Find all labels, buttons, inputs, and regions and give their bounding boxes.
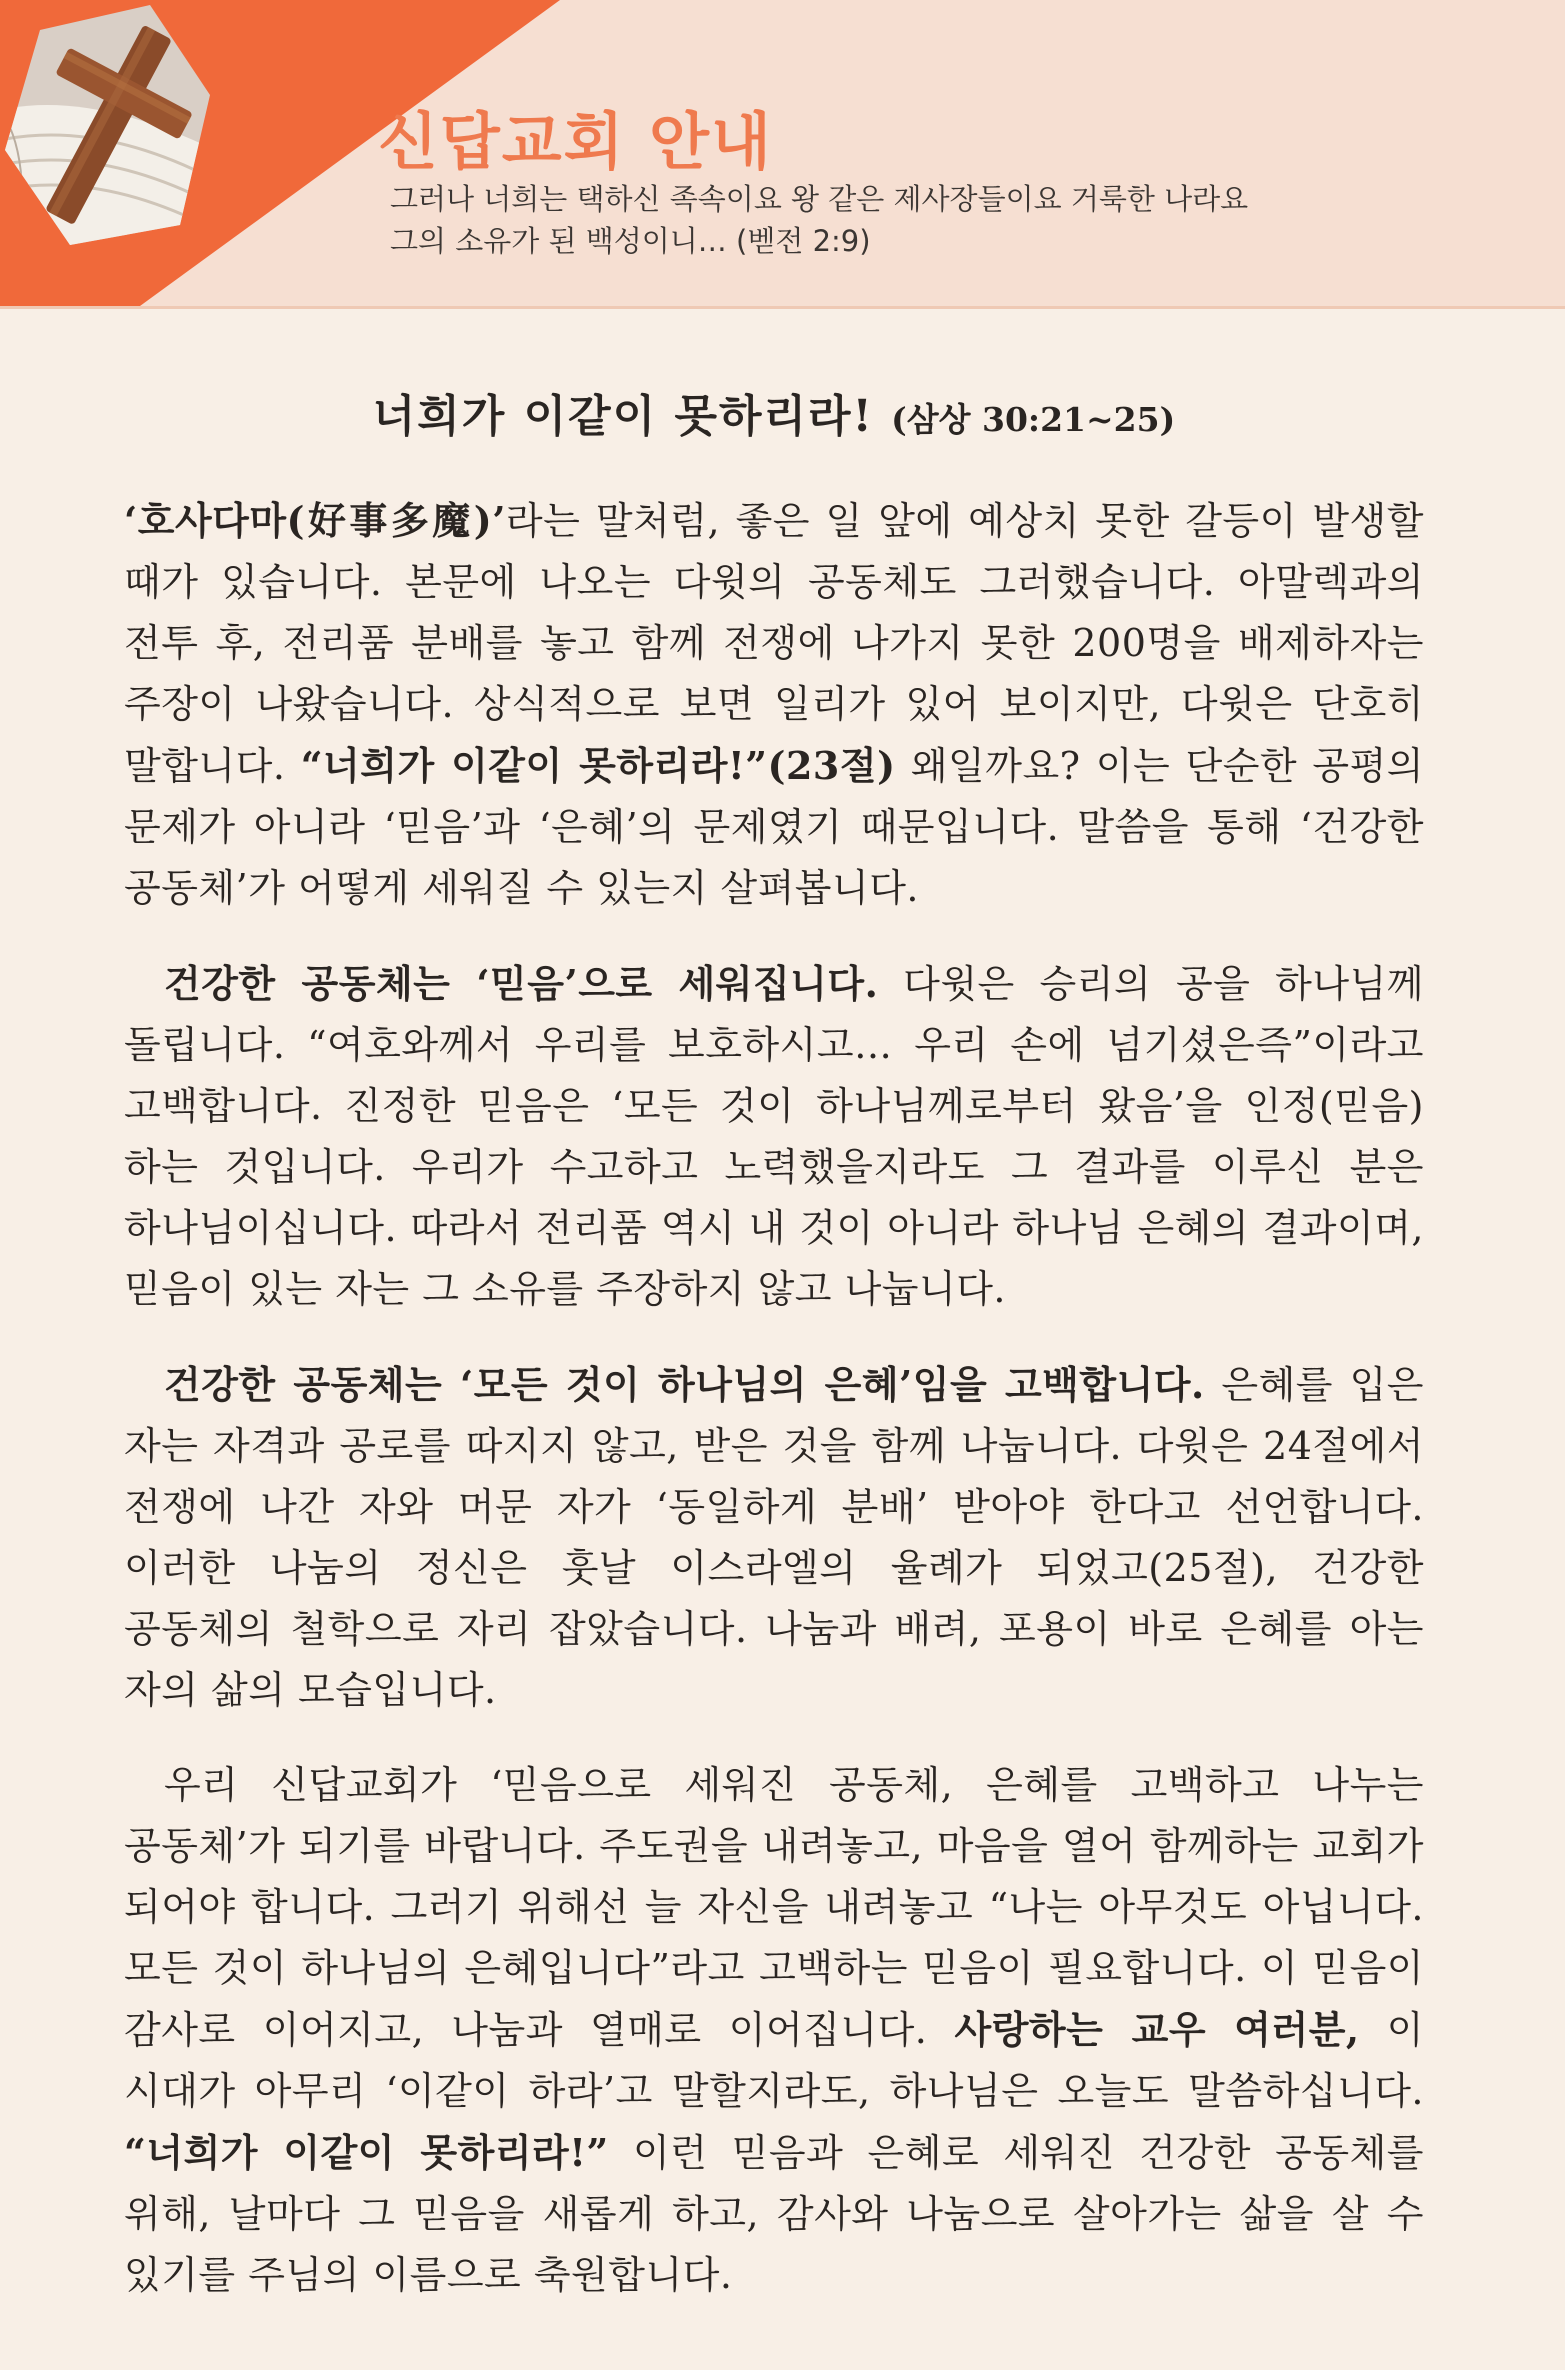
p2-bold: 건강한 공동체는 ‘믿음’으로 세워집니다.	[164, 961, 879, 1006]
header-verse	[390, 178, 1248, 262]
verse-line-2: 그의 소유가 된 백성이니… (벧전 2:9)	[390, 224, 871, 258]
p2-text: 다윗은 승리의 공을 하나님께 돌립니다. “여호와께서 우리를 보호하시고… 우리 손에 넘기셨은즉”이라고 고백합니다. 진정한 믿음은 ‘모든 것이 하나님께로부터 왔음’을 인정(믿음)하는 것입니다. 우리가 수고하고 노력했을지라도 그 결과를 이루신 분은 하나님이십니다. 따라서 전리품 역시 내 것이 아니라 하나님 은혜의 결과이며, 믿음이 있는 자는 그 소유를 주장하지 않고 나눕니다.	[124, 962, 1424, 1311]
p1-text-2: 왜일까요? 이는 단순한 공평의 문제가 아니라 ‘믿음’과 ‘은혜’의 문제였기 때문입니다. 말씀을 통해 ‘건강한 공동체’가 어떻게 세워질 수 있는지 살펴봅니다.	[124, 744, 1425, 910]
paragraph-4	[124, 1755, 1424, 2306]
sermon-title	[124, 380, 1424, 444]
p4-bold-1: 사랑하는 교우 여러분,	[954, 2007, 1360, 2052]
p3-text: 은혜를 입은 자는 자격과 공로를 따지지 않고, 받은 것을 함께 나눕니다. 다윗은 24절에서 전쟁에 나간 자와 머문 자가 ‘동일하게 분배’ 받아야 한다고 선언합니다. 이러한 나눔의 정신은 훗날 이스라엘의 율례가 되었고(25절), 건강한 공동체의 철학으로 자리 잡았습니다. 나눔과 배려, 포용이 바로 은혜를 아는 자의 삶의 모습입니다.	[124, 1363, 1425, 1712]
p4-text-1: 우리 신답교회가 ‘믿음으로 세워진 공동체, 은혜를 고백하고 나누는 공동체’가 되기를 바랍니다. 주도권을 내려놓고, 마음을 열어 함께하는 교회가 되어야 합니다. 그러기 위해선 늘 자신을 내려놓고 “나는 아무것도 아닙니다. 모든 것이 하나님의 은혜입니다”라고 고백하는 믿음이 필요합니다. 이 믿음이 감사로 이어지고, 나눔과 열매로 이어집니다.	[124, 1763, 1424, 2052]
p4-text-3: 이런 믿음과 은혜로 세워진 건강한 공동체를 위해, 날마다 그 믿음을 새롭게 하고, 감사와 나눔으로 살아가는 삶을 살 수 있기를 주님의 이름으로 축원합니다.	[124, 2131, 1424, 2297]
paragraph-2	[124, 953, 1424, 1320]
header-banner	[0, 0, 1565, 309]
paragraph-3	[124, 1354, 1424, 1721]
page-title: 신답교회 안내	[378, 105, 773, 178]
p1-text-1: 라는 말처럼, 좋은 일 앞에 예상치 못한 갈등이 발생할 때가 있습니다. 본문에 나오는 다윗의 공동체도 그러했습니다. 아말렉과의 전투 후, 전리품 분배를 놓고 함께 전쟁에 나가지 못한 200명을 배제하자는 주장이 나왔습니다. 상식적으로 보면 일리가 있어 보이지만, 다윗은 단호히 말합니다.	[124, 499, 1424, 788]
scripture-reference: (삼상 30:21~25)	[891, 400, 1176, 439]
p4-text-2: 이 시대가 아무리 ‘이같이 하라’고 말할지라도, 하나님은 오늘도 말씀하십니다.	[124, 2008, 1425, 2113]
bible-cross-image	[0, 0, 215, 250]
p1-bold-2: “너희가 이같이 못하리라!”(23절)	[300, 743, 896, 788]
verse-line-1: 그러나 너희는 택하신 족속이요 왕 같은 제사장들이요 거룩한 나라요	[390, 182, 1249, 216]
sermon-content	[124, 380, 1424, 2340]
p1-bold-1: ‘호사다마(好事多魔)’	[124, 498, 506, 543]
sermon-title-text: 너희가 이같이 못하리라!	[372, 391, 874, 442]
p4-bold-2: “너희가 이같이 못하리라!”	[124, 2130, 609, 2175]
paragraph-1	[124, 490, 1424, 919]
p3-bold: 건강한 공동체는 ‘모든 것이 하나님의 은혜’임을 고백합니다.	[164, 1362, 1205, 1407]
